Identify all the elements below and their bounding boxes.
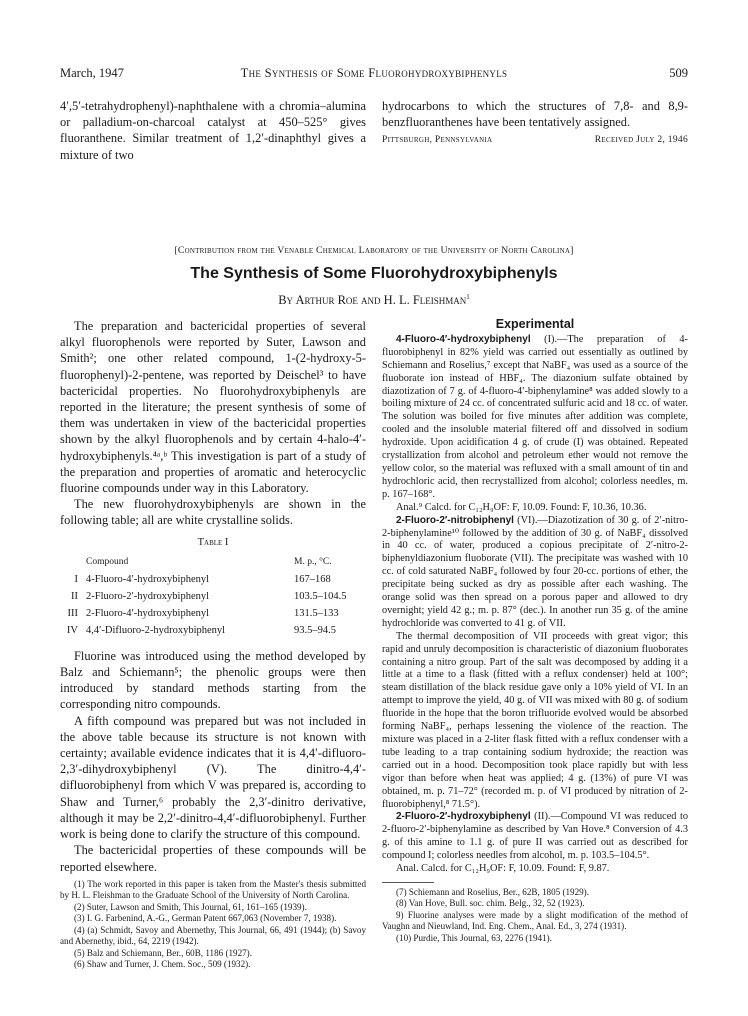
article-title: The Synthesis of Some Fluorohydroxybiphenyls (190, 265, 558, 282)
row-number: II (71, 590, 78, 602)
bactericidal-paragraph: The bactericidal properties of these compounds will be reported elsewhere. (60, 843, 366, 874)
row-compound: 2-Fluoro-2′-hydroxybiphenyl (86, 590, 210, 602)
footnote: (1) The work reported in this paper is taken from the Master's thesis submitted by H. L. Fleishman to the Graduate School of the University of North Carolina. (60, 878, 366, 901)
procedure-heading: 4-Fluoro-4′-hydroxybiphenyl (396, 333, 531, 345)
location: Pittsburgh, Pennsylvania (382, 135, 493, 146)
footnote: (6) Shaw and Turner, J. Chem. Soc., 509 (1932). (74, 959, 251, 970)
section-heading: Experimental (495, 317, 575, 331)
contribution-line: [Contribution from the Venable Chemical Laboratory of the University of North Carolina] (174, 245, 574, 256)
prev-article-left (60, 98, 366, 163)
row-number: III (67, 607, 78, 619)
footnote: (7) Schiemann and Roselius, Ber., 62B, 1805 (1929). (396, 886, 589, 897)
procedure-3 (382, 811, 688, 863)
col-compound-header: Compound (86, 556, 129, 567)
procedure-heading: 2-Fluoro-2′-nitrobiphenyl (396, 514, 514, 526)
author-line (60, 293, 688, 308)
left-column (60, 318, 366, 971)
row-compound: 4-Fluoro-4′-hydroxybiphenyl (86, 573, 210, 585)
row-compound: 2-Fluoro-4′-hydroxybiphenyl (86, 607, 210, 619)
row-mp: 103.5–104.5 (294, 590, 347, 602)
authors-prefix: By (278, 293, 296, 307)
running-title: The Synthesis of Some Fluorohydroxybiphenyls (240, 66, 508, 80)
authors-and: and (357, 293, 384, 307)
table-caption: Table I (197, 536, 229, 548)
fifth-compound-paragraph: A fifth compound was prepared but was not included in the above table because its structure is not known with certainty; available evidence indicates that it is 4,4′-difluoro-2,3′-dihydroxybiphenyl (V). The dinitro-4,4′-difluorobiphenyl from which V was prepared is, according to Shaw and Turner,⁶ probably the 2,3′-dinitro derivative, although it may be 2,2′-dinitro-4,4′-difluorobiphenyl. Further work is being done to clarify the structure of this compound. (60, 713, 366, 842)
analysis-1: Anal.⁹ Calcd. for C₁₂H₉OF: F, 10.09. Found: F, 10.36, 10.36. (396, 501, 647, 513)
author-footnote-mark: 1 (466, 292, 470, 301)
row-compound: 4,4′-Difluoro-2-hydroxybiphenyl (86, 625, 226, 637)
right-footnotes (382, 887, 688, 945)
row-mp: 167–168 (294, 573, 331, 585)
running-head (60, 66, 688, 84)
method-paragraph: Fluorine was introduced using the method developed by Balz and Schiemann⁵; the phenolic groups were then introduced by standard methods starting from the corresponding nitro compounds. (60, 648, 366, 712)
row-number: IV (66, 625, 78, 637)
col-mp-header: M. p., °C. (294, 556, 332, 567)
issue-date: March, 1947 (60, 66, 124, 80)
procedure-1 (382, 334, 688, 502)
prev-article-left-text: 4′,5′-tetrahydrophenyl)-naphthalene with a chromia–alumina or palladium-on-charcoal catalyst at 450–525° gives fluoranthene. Similar treatment of 1,2′-dinaphthyl gives a mixture of two (60, 99, 366, 162)
compounds-table (60, 553, 366, 640)
table-header-row (60, 553, 366, 571)
procedure-2-continued: The thermal decomposition of VII proceeds with great vigor; this rapid and unruly decomposition is characteristic of diazonium fluoborates containing a nitro group. Part of the salt was decomposed by adding it a little at a time to a flask (fitted with a reflux condenser) held at 100°; steam distillation of the black residue gave only a 10% yield of VI. In an attempt to improve the yield, 40 g. of VII was mixed with 80 g. of sodium fluoride in the hope that the boron trifluoride evolved would be absorbed forming NaBF₄, perhaps lessening the violence of the reaction. The mixture was placed in a 2-liter flask fitted with a reflux condenser with a tube leading to a trap containing sodium hydroxide; the reaction was carried out in a hood. Decomposition took place rapidly but with less vigor than before when heat was applied; 4 g. (13%) of pure VI was obtained, m. p. 71–72° (recorded m. p. of VI produced by nitration of 2-fluorobiphenyl,⁸ 71.5°). (382, 630, 688, 810)
analysis-3: Anal. Calcd. for C₁₂H₉OF: F, 10.09. Found: F, 9.87. (396, 863, 610, 875)
table-row (60, 605, 366, 622)
received-date: Received July 2, 1946 (594, 135, 688, 146)
prev-article-right (382, 98, 688, 149)
footnote: (10) Purdie, This Journal, 63, 2276 (1941). (396, 932, 552, 943)
procedure-text: (VI).—Diazotization of 30 g. of 2′-nitro-2-biphenylamine¹⁰ followed by the addition of 30 g. of NaBF₄ dissolved in 40 cc. of water, produced a copious precipitate of 2′-nitro-2-biphenyldiazonium fluoborate (VII). The precipitate was washed with 10 cc. of cold saturated NaBF₄ followed by four 20-cc. portions of ether, the precipitate being sucked as dry as possible after each washing. The orange solid was then spread on a porous paper and allowed to dry overnight; yield 42 g.; m. p. 87° (dec.). In another run 35 g. of the amine hydrochloride was converted to 41 g. of VII. (382, 514, 688, 629)
footnote: (5) Balz and Schiemann, Ber., 60B, 1186 (1927). (74, 947, 252, 958)
author-2: H. L. Fleishman (383, 293, 467, 307)
procedure-2 (382, 515, 688, 631)
footnote: (8) Van Hove, Bull. soc. chim. Belg., 32, 52 (1923). (396, 898, 585, 909)
footnote: (2) Suter, Lawson and Smith, This Journal, 61, 161–165 (1939). (74, 901, 307, 912)
author-1: Arthur Roe (295, 293, 358, 307)
row-number: I (74, 573, 78, 585)
prev-article-signature (382, 132, 688, 148)
footnote: (4) (a) Schmidt, Savoy and Abernethy, This Journal, 66, 491 (1944); (b) Savoy and Abernethy, ibid., 64, 2219 (1942). (60, 924, 366, 947)
procedure-text: (II).—Compound VI was reduced to 2-fluoro-2′-biphenylamine as described by Van Hove.⁸ Conversion of 4.3 g. of this amine to 1.1 g. of pure II was carried out as described for compound I; colorless needles from alcohol, m. p. 103.5–104.5°. (382, 811, 688, 862)
table-row (60, 588, 366, 605)
table-row (60, 623, 366, 640)
procedure-heading: 2-Fluoro-2′-hydroxybiphenyl (396, 811, 531, 823)
intro-paragraph: The preparation and bactericidal properties of several alkyl fluorophenols were reported by Suter, Lawson and Smith²; one other related compound, 1-(2-hydroxy-5-fluorophenyl)-2-pentene, was reported by Deischel³ to have bactericidal properties. No fluorohydroxybiphenyls are reported in the literature; the present synthesis of some of them was undertaken in view of the bactericidal properties shown by the alkyl fluorophenols and by certain 4-halo-4′-hydroxybiphenyls.⁴ᵃ,ᵇ This investigation is part of a study of the preparation and properties of aromatic and heterocyclic fluorine compounds under way in this Laboratory. (60, 319, 366, 496)
row-mp: 93.5–94.5 (294, 625, 336, 637)
footnote: 9) Fluorine analyses were made by a slight modification of the method of Vaughn and Nieuwland, Ind. Eng. Chem., Anal. Ed., 3, 274 (1931). (382, 909, 688, 932)
table-intro-paragraph: The new fluorohydroxybiphenyls are shown in the following table; all are white crystalline solids. (60, 497, 366, 528)
prev-article-right-text: hydrocarbons to which the structures of 7,8- and 8,9-benzfluoranthenes have been tentatively assigned. (382, 99, 688, 130)
row-mp: 131.5–133 (294, 607, 339, 619)
footnote: (3) I. G. Farbenind, A.-G., German Patent 667,063 (November 7, 1938). (74, 913, 337, 924)
page-number: 509 (669, 66, 688, 80)
table-row (60, 571, 366, 588)
procedure-text: (I).—The preparation of 4-fluorobiphenyl in 82% yield was carried out essentially as outlined by Schiemann and Roselius,⁷ except that NaBF₄ was used as a source of the fluoborate ion instead of HBF₄. The diazonium sulfate obtained by diazotization of 7 g. of 4-fluoro-4′-biphenylamine⁸ was added slowly to a boiling mixture of 24 cc. of concentrated sulfuric acid and 18 cc. of water. The solution was boiled for five minutes after addition was complete, cooled and the insoluble material filtered off and dissolved in sodium hydroxide. Upon acidification 4 g. of crude (I) was obtained. Repeated crystallization from alcohol and petroleum ether would not remove the yellow color, so the material was refluxed with a small amount of tin and hydrochloric acid, then recrystallized from alcohol; colorless needles, m. p. 167–168°. (382, 333, 688, 500)
right-column (382, 318, 688, 944)
footnote-rule (382, 882, 434, 883)
left-footnotes (60, 879, 366, 971)
